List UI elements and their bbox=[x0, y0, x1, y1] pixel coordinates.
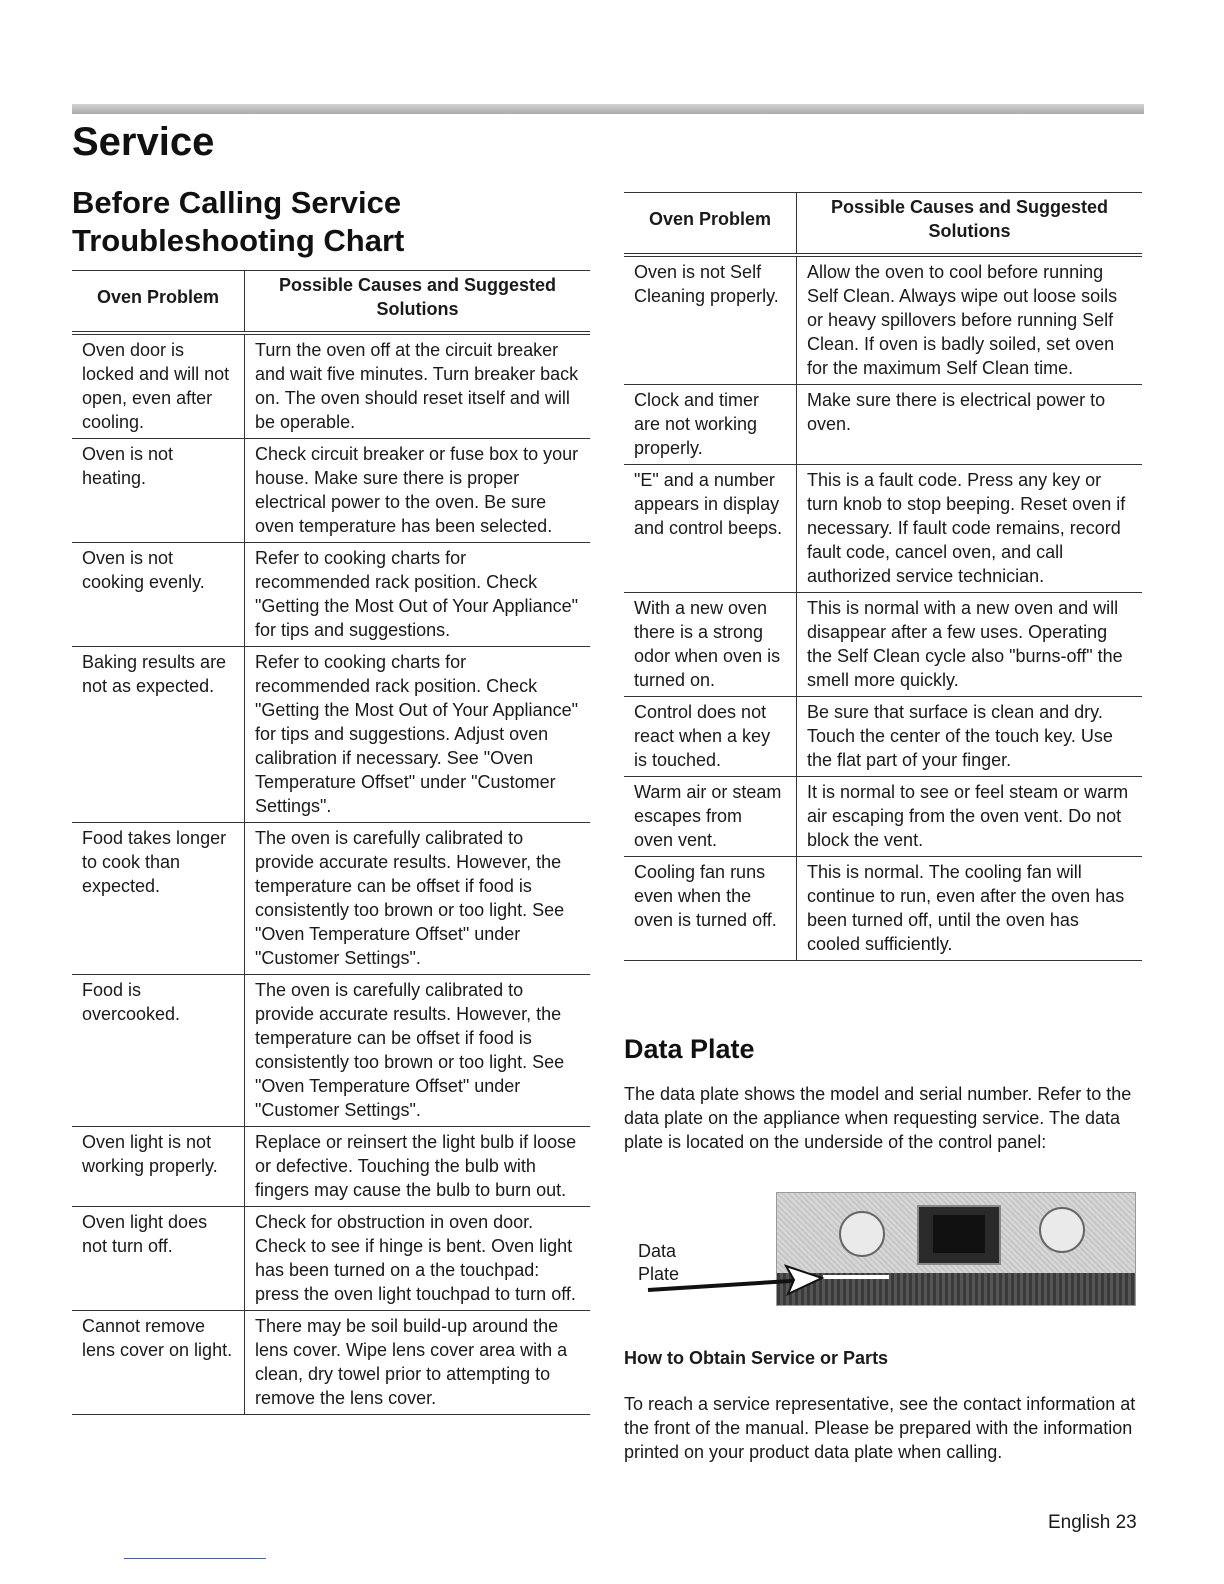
chart-title bbox=[72, 184, 404, 260]
problem-cell: Clock and timer are not working properly. bbox=[624, 385, 797, 465]
table-row bbox=[624, 697, 1142, 777]
knob-icon bbox=[1039, 1207, 1085, 1253]
table-row bbox=[624, 465, 1142, 593]
table-row bbox=[72, 333, 590, 439]
data-plate-title: Data Plate bbox=[624, 1034, 755, 1064]
header-rule bbox=[72, 104, 1144, 114]
table-row bbox=[624, 857, 1142, 961]
table-row bbox=[624, 777, 1142, 857]
solution-cell: This is normal with a new oven and will disappear after a few uses. Operating the Self Clean cycle also "burns-off" the smell more quickly. bbox=[797, 593, 1143, 697]
solution-cell: There may be soil build-up around the lens cover. Wipe lens cover area with a clean, dry towel prior to attempting to remove the lens cover. bbox=[245, 1311, 591, 1415]
solution-cell: Allow the oven to cool before running Self Clean. Always wipe out loose soils or heavy spillovers before running Self Clean. If oven is badly soiled, set oven for the maximum Self Clean time. bbox=[797, 255, 1143, 385]
problem-cell: Baking results are not as expected. bbox=[72, 647, 245, 823]
solution-cell: The oven is carefully calibrated to provide accurate results. However, the temperature can be offset if food is consistently too brown or too light. See "Oven Temperature Offset" under "Customer Settings". bbox=[245, 975, 591, 1127]
table-row bbox=[72, 647, 590, 823]
problem-cell: Oven light does not turn off. bbox=[72, 1207, 245, 1311]
table-row bbox=[72, 1127, 590, 1207]
page-footer: English 23 bbox=[1048, 1512, 1137, 1533]
solution-cell: Replace or reinsert the light bulb if loose or defective. Touching the bulb with fingers may cause the bulb to burn out. bbox=[245, 1127, 591, 1207]
problem-cell: Control does not react when a key is touched. bbox=[624, 697, 797, 777]
table-row bbox=[624, 593, 1142, 697]
display-icon bbox=[917, 1205, 1001, 1265]
table-row bbox=[72, 439, 590, 543]
table-row bbox=[624, 385, 1142, 465]
data-plate-text: The data plate shows the model and serial number. Refer to the data plate on the appliance when requesting service. The data plate is located on the underside of the control panel: bbox=[624, 1084, 1132, 1152]
table-row bbox=[624, 255, 1142, 385]
solution-cell: Check circuit breaker or fuse box to your house. Make sure there is proper electrical power to the oven. Be sure oven temperature has been selected. bbox=[245, 439, 591, 543]
chart-title-line2: Troubleshooting Chart bbox=[72, 223, 405, 258]
table-row bbox=[72, 975, 590, 1127]
solution-cell: Be sure that surface is clean and dry. Touch the center of the touch key. Use the flat part of your finger. bbox=[797, 697, 1143, 777]
solution-cell: This is a fault code. Press any key or turn knob to stop beeping. Reset oven if necessary. If fault code remains, record fault code, cancel oven, and call authorized service technician. bbox=[797, 465, 1143, 593]
solution-cell: Refer to cooking charts for recommended rack position. Check "Getting the Most Out of Your Appliance" for tips and suggestions. Adjust oven calibration if necessary. See "Oven Temperature Offset" under "Customer Settings". bbox=[245, 647, 591, 823]
problem-cell: Oven light is not working properly. bbox=[72, 1127, 245, 1207]
troubleshooting-table-right bbox=[624, 192, 1142, 961]
header-oven-problem: Oven Problem bbox=[72, 271, 245, 334]
problem-cell: Oven is not heating. bbox=[72, 439, 245, 543]
solution-cell: This is normal. The cooling fan will continue to run, even after the oven has been turned off, until the oven has cooled sufficiently. bbox=[797, 857, 1143, 961]
header-solutions: Possible Causes and Suggested Solutions bbox=[797, 193, 1143, 256]
header-solutions: Possible Causes and Suggested Solutions bbox=[245, 271, 591, 334]
problem-cell: Cannot remove lens cover on light. bbox=[72, 1311, 245, 1415]
header-oven-problem: Oven Problem bbox=[624, 193, 797, 256]
service-parts-title: How to Obtain Service or Parts bbox=[624, 1348, 889, 1368]
problem-cell: With a new oven there is a strong odor when oven is turned on. bbox=[624, 593, 797, 697]
solution-cell: The oven is carefully calibrated to provide accurate results. However, the temperature can be offset if food is consistently too brown or too light. See "Oven Temperature Offset" under "Customer Settings". bbox=[245, 823, 591, 975]
service-parts-text: To reach a service representative, see the contact information at the front of the manual. Please be prepared with the information printed on your product data plate when calling. bbox=[624, 1394, 1136, 1462]
table-row bbox=[72, 1207, 590, 1311]
problem-cell: Oven is not Self Cleaning properly. bbox=[624, 255, 797, 385]
table-row bbox=[72, 823, 590, 975]
data-plate-label-line1: Data bbox=[638, 1241, 677, 1261]
problem-cell: Cooling fan runs even when the oven is turned off. bbox=[624, 857, 797, 961]
data-plate-figure bbox=[636, 1192, 1136, 1306]
data-plate-label-line2: Plate bbox=[638, 1264, 680, 1284]
problem-cell: Oven is not cooking evenly. bbox=[72, 543, 245, 647]
problem-cell: Food takes longer to cook than expected. bbox=[72, 823, 245, 975]
pointer-arrow-icon bbox=[636, 1252, 836, 1302]
solution-cell: Turn the oven off at the circuit breaker and wait five minutes. Turn breaker back on. The oven should reset itself and will be operable. bbox=[245, 333, 591, 439]
problem-cell: "E" and a number appears in display and control beeps. bbox=[624, 465, 797, 593]
bottom-rule bbox=[124, 1558, 266, 1559]
problem-cell: Food is overcooked. bbox=[72, 975, 245, 1127]
solution-cell: It is normal to see or feel steam or warm air escaping from the oven vent. Do not block the vent. bbox=[797, 777, 1143, 857]
solution-cell: Check for obstruction in oven door. Check to see if hinge is bent. Oven light has been turned on a the touchpad: press the oven light touchpad to turn off. bbox=[245, 1207, 591, 1311]
knob-icon bbox=[839, 1211, 885, 1257]
problem-cell: Warm air or steam escapes from oven vent. bbox=[624, 777, 797, 857]
chart-title-line1: Before Calling Service bbox=[72, 185, 402, 220]
table-row bbox=[72, 543, 590, 647]
table-row bbox=[72, 1311, 590, 1415]
troubleshooting-table-left bbox=[72, 270, 590, 1415]
solution-cell: Make sure there is electrical power to oven. bbox=[797, 385, 1143, 465]
page-title: Service bbox=[72, 120, 215, 164]
problem-cell: Oven door is locked and will not open, even after cooling. bbox=[72, 333, 245, 439]
solution-cell: Refer to cooking charts for recommended rack position. Check "Getting the Most Out of Your Appliance" for tips and suggestions. bbox=[245, 543, 591, 647]
